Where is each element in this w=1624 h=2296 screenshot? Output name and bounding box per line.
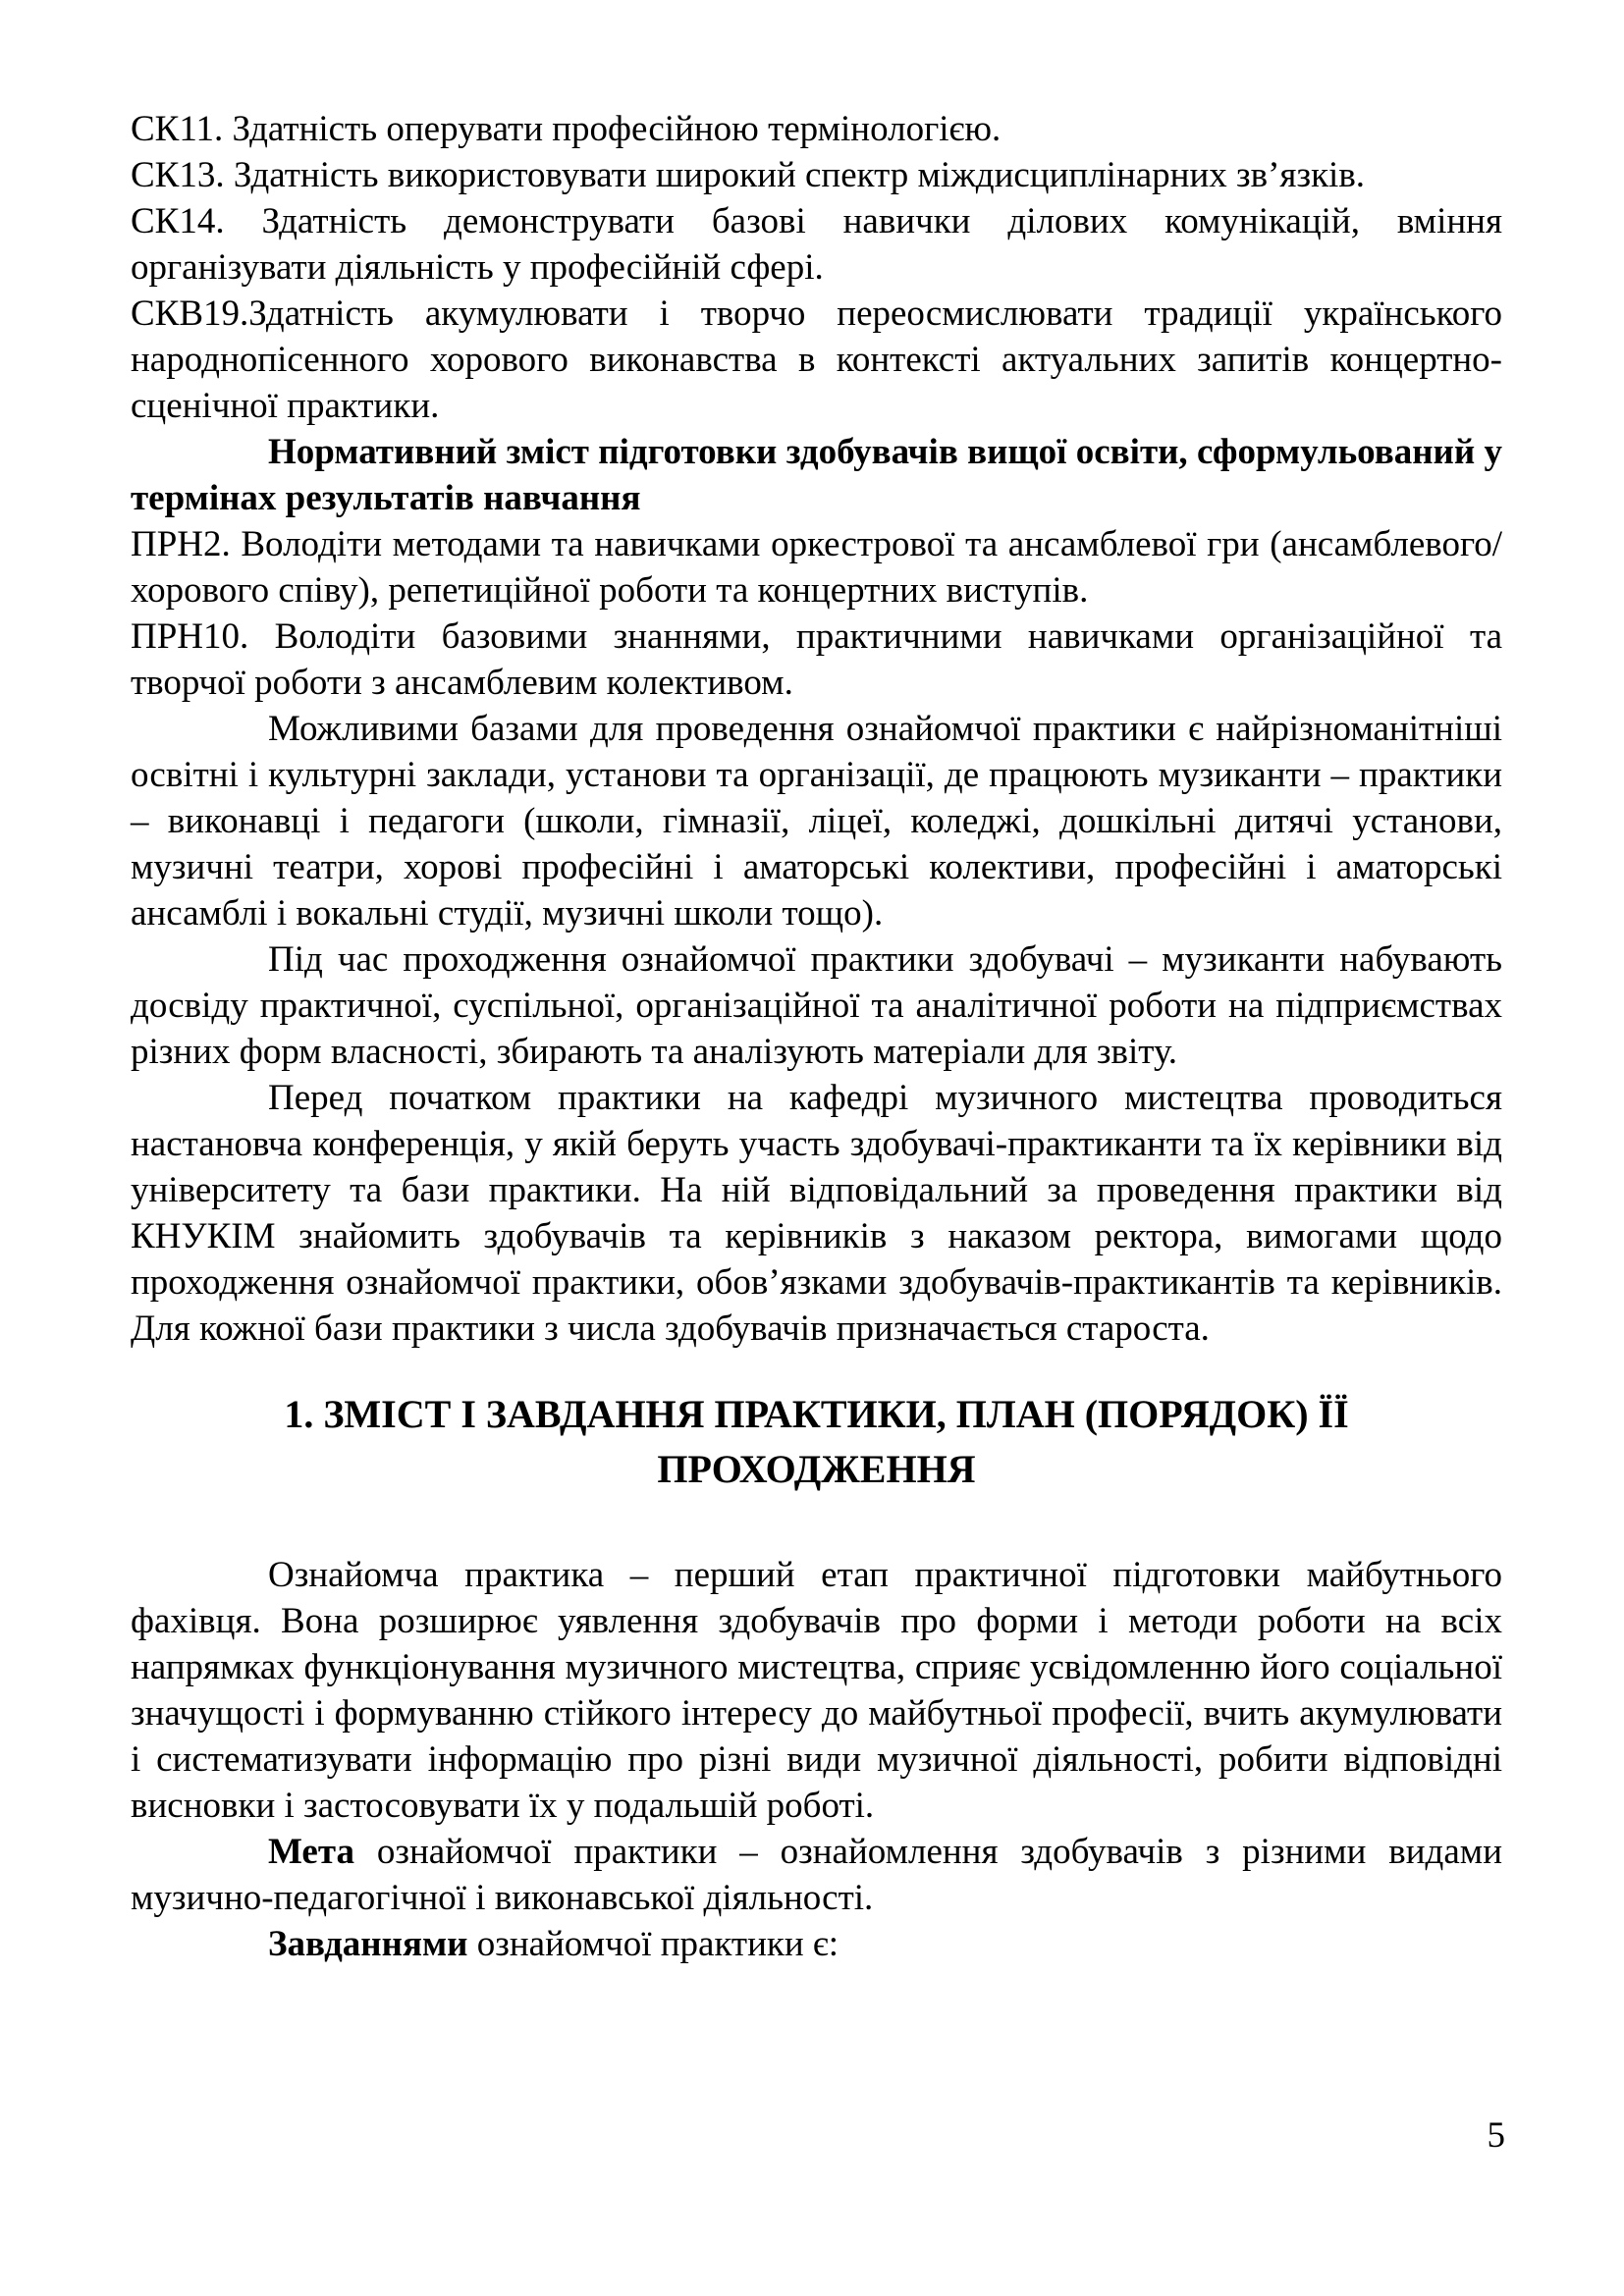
paragraph-practice-before: Перед початком практики на кафедрі музичного мистецтва проводиться настановча конференція, у якій беруть участь здобувачі-практиканти та їх керівники від університету та бази практики. На ній відповідальний за проведення практики від КНУКІМ знайомить здобувачів та керівників з наказом ректора, вимогами щодо проходження ознайомчої практики, обов’язками здобувачів-практикантів та керівників. Для кожної бази практики з числа здобувачів призначається староста. — [131, 1078, 1502, 1349]
section-heading-line1: 1. ЗМІСТ І ЗАВДАННЯ ПРАКТИКИ, ПЛАН (ПОРЯДОК) ЇЇ — [284, 1392, 1349, 1436]
paragraph-tasks — [131, 1921, 1502, 1967]
tasks-label: Завданнями — [268, 1924, 468, 1964]
paragraph-practice-bases: Можливими базами для проведення ознайомчої практики є найрізноманітніші освітні і культурні заклади, установи та організації, де працюють музиканти – практики – виконавці і педагоги (школи, гімназії, ліцеї, коледжі, дошкільні дитячі установи, музичні театри, хорові професійні і аматорські колективи, професійні і аматорські ансамблі і вокальні студії, музичні школи тощо). — [131, 709, 1502, 934]
meta-label: Мета — [268, 1832, 354, 1872]
paragraph-practice-during: Під час проходження ознайомчої практики здобувачі – музиканти набувають досвіду практичної, суспільної, організаційної та аналітичної роботи на підприємствах різних форм власності, збирають та аналізують матеріали для звіту. — [131, 939, 1502, 1072]
paragraph-ck14: СК14. Здатність демонструвати базові навички ділових комунікацій, вміння організувати діяльність у професійній сфері. — [131, 201, 1502, 288]
paragraph-ck13: СК13. Здатність використовувати широкий спектр міждисциплінарних зв’язків. — [131, 155, 1366, 195]
paragraph-prn10: ПРН10. Володіти базовими знаннями, практичними навичками організаційної та творчої роботи з ансамблевим колективом. — [131, 616, 1502, 703]
tasks-text: ознайомчої практики є: — [467, 1924, 839, 1964]
normative-content-heading: Нормативний зміст підготовки здобувачів вищої освіти, сформульований у термінах результатів навчання — [131, 432, 1502, 518]
page-content — [131, 106, 1502, 1967]
meta-text: ознайомчої практики – ознайомлення здобувачів з різними видами музично-педагогічної і виконавської діяльності. — [131, 1832, 1502, 1918]
paragraph-ck11: СК11. Здатність оперувати професійною термінологією. — [131, 109, 1001, 149]
section-heading — [131, 1387, 1502, 1497]
paragraph-ckv19: СКВ19.Здатність акумулювати і творчо переосмислювати традиції українського народнопісенного хорового виконавства в контексті актуальних запитів концертно-сценічної практики. — [131, 294, 1502, 426]
section-heading-line2: ПРОХОДЖЕННЯ — [657, 1447, 976, 1491]
paragraph-meta — [131, 1829, 1502, 1921]
paragraph-section-intro: Ознайомча практика – перший етап практичної підготовки майбутнього фахівця. Вона розширює уявлення здобувачів про форми і методи роботи на всіх напрямках функціонування музичного мистецтва, сприяє усвідомленню його соціальної значущості і формуванню стійкого інтересу до майбутньої професії, вчить акумулювати і систематизувати інформацію про різні види музичної діяльності, робити відповідні висновки і застосовувати їх у подальшій роботі. — [131, 1555, 1502, 1826]
paragraph-prn2: ПРН2. Володіти методами та навичками оркестрової та ансамблевої гри (ансамблевого/ хорового співу), репетиційної роботи та концертних виступів. — [131, 524, 1502, 611]
page-number: 5 — [1487, 2115, 1505, 2156]
